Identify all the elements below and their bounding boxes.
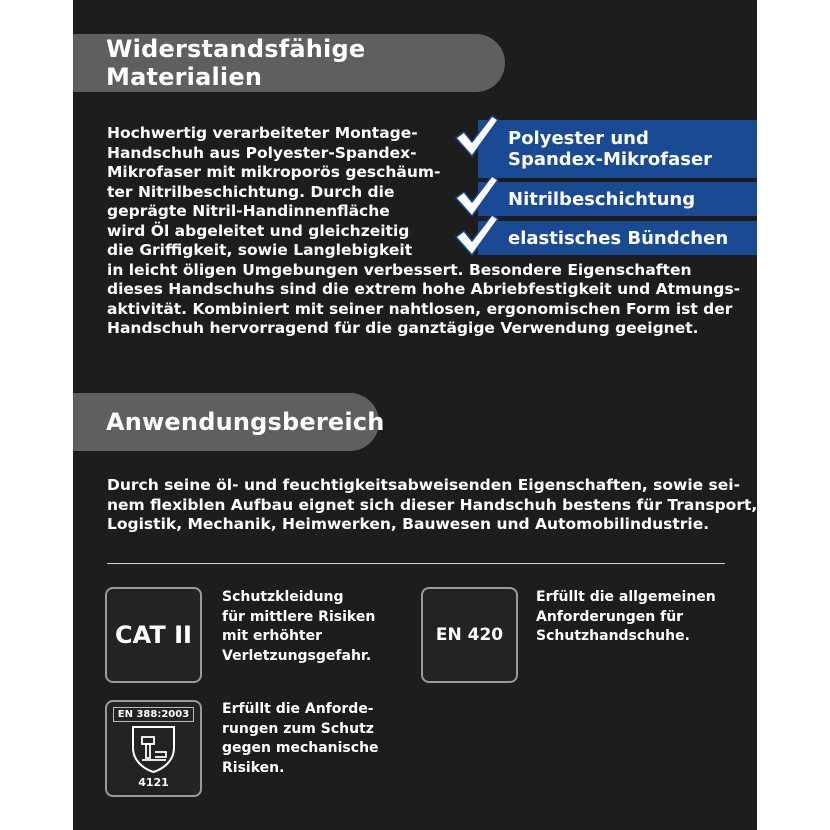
materials-line: in leicht öligen Umgebungen verbessert. Besondere Eigenschaften	[107, 260, 692, 279]
cat-ii-label: CAT II	[115, 621, 192, 649]
cert-desc-line: für mittlere Risiken	[222, 608, 376, 625]
materials-line: wird Öl abgeleitet und gleichzeitig	[107, 221, 410, 240]
materials-line: Handschuh hervorragend für die ganztägige Verwendung geeignet.	[107, 319, 699, 337]
en388-code: 4121	[138, 776, 169, 789]
materials-line: dieses Handschuhs sind die extrem hohe Abriebfestigkeit und Atmungs-	[107, 280, 741, 298]
section-title-usage-text: Anwendungsbereich	[106, 408, 385, 436]
feature-label: Polyester und	[508, 128, 649, 149]
cert-desc-line: Risiken.	[222, 759, 285, 776]
cert-desc-line: Erfüllt die Anforde-	[222, 701, 374, 717]
en420-label: EN 420	[435, 625, 504, 645]
materials-line: die Griffigkeit, sowie Langlebigkeit	[107, 241, 413, 259]
hammer-shield-icon	[129, 724, 178, 774]
section-title-materials-text: Widerstandsfähige Materialien	[106, 35, 366, 91]
materials-line: Mikrofaser mit mikroporös geschäum-	[107, 163, 441, 181]
feature-label: elastisches Bündchen	[508, 227, 729, 249]
feature-badge-cuff	[478, 221, 757, 255]
en420-description	[536, 588, 716, 647]
cert-desc-line: gegen mechanische	[222, 740, 379, 756]
cert-desc-line: Anforderungen für	[536, 608, 684, 625]
cert-desc-line: Verletzungsgefahr.	[222, 647, 372, 664]
cert-desc-line: mit erhöhter	[222, 628, 322, 644]
usage-description	[107, 476, 757, 535]
en388-label: EN 388:2003	[113, 707, 194, 722]
cat-ii-description	[222, 588, 375, 666]
materials-line: Handschuh aus Polyester-Spandex-	[107, 143, 417, 162]
cert-desc-line: Schutzkleidung	[222, 589, 344, 605]
materials-line: aktivität. Kombiniert mit seiner nahtlosen, ergonomischen Form ist der	[107, 299, 733, 318]
feature-badge-polyester	[478, 120, 757, 178]
usage-line: nem flexiblen Aufbau eignet sich dieser Handschuh bestens für Transport,	[107, 495, 758, 514]
feature-label: Nitrilbeschichtung	[508, 188, 696, 210]
section-title-materials	[73, 34, 505, 92]
cert-desc-line: rungen zum Schutz	[222, 720, 374, 737]
en420-badge	[421, 587, 518, 683]
materials-line: geprägte Nitril-Handinnenfläche	[107, 202, 390, 220]
feature-label: Spandex-Mikrofaser	[508, 149, 713, 170]
feature-badge-nitril	[478, 182, 757, 216]
usage-line: Durch seine öl- und feuchtigkeitsabweisenden Eigenschaften, sowie sei-	[107, 476, 741, 494]
checkmark-icon	[452, 211, 500, 259]
materials-line: ter Nitrilbeschichtung. Durch die	[107, 182, 395, 201]
cert-desc-line: Erfüllt die allgemeinen	[536, 589, 716, 605]
cat-ii-badge	[105, 587, 202, 683]
cert-desc-line: Schutzhandschuhe.	[536, 628, 690, 644]
en388-badge	[105, 700, 202, 797]
usage-line: Logistik, Mechanik, Heimwerken, Bauwesen und Automobilindustrie.	[107, 515, 710, 533]
materials-line: Hochwertig verarbeiteter Montage-	[107, 124, 418, 142]
checkmark-icon	[452, 112, 500, 160]
divider	[107, 563, 725, 564]
section-title-usage	[73, 393, 385, 451]
en388-description	[222, 700, 379, 778]
